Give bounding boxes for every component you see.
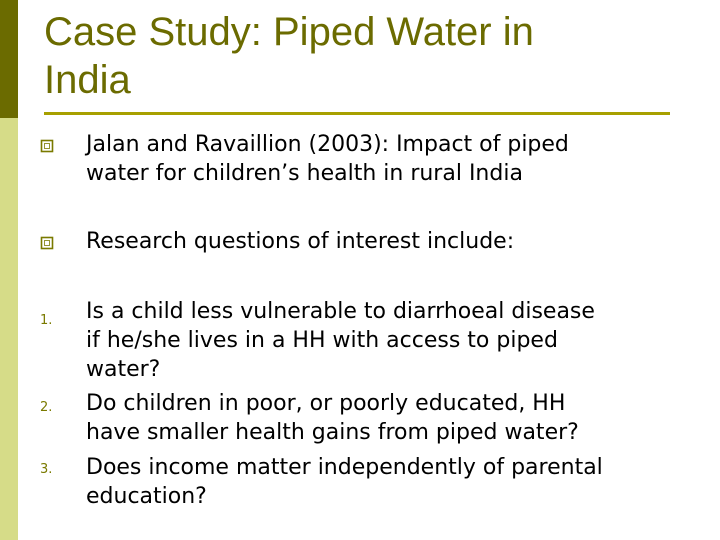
- numbered-item-1-line-1: Is a child less vulnerable to diarrhoeal disease: [86, 299, 595, 324]
- slide-title-line-2: India: [44, 58, 131, 102]
- slide-title-line-1: Case Study: Piped Water in: [44, 10, 534, 54]
- hollow-square-bullet-icon: [40, 139, 54, 153]
- numbered-item-1-line-3: water?: [86, 357, 161, 382]
- numbered-item-3-line-2: education?: [86, 484, 207, 509]
- numbered-marker-2: 2.: [40, 400, 53, 415]
- numbered-item-1-line-2: if he/she lives in a HH with access to piped: [86, 328, 558, 353]
- bullet-item-2: [86, 227, 676, 256]
- bullet-item-1: [86, 130, 676, 188]
- side-accent-bar-top: [0, 0, 18, 118]
- numbered-item-2: [86, 389, 676, 447]
- numbered-item-2-line-1: Do children in poor, or poorly educated, HH: [86, 391, 566, 416]
- numbered-item-2-line-2: have smaller health gains from piped water?: [86, 420, 579, 445]
- numbered-item-3: [86, 453, 676, 511]
- bullet-item-1-line-1: Jalan and Ravaillion (2003): Impact of piped: [86, 132, 569, 157]
- bullet-item-1-line-2: water for children’s health in rural India: [86, 161, 523, 186]
- hollow-square-bullet-icon: [40, 236, 54, 250]
- numbered-item-1: [86, 297, 676, 384]
- numbered-marker-1: 1.: [40, 313, 53, 328]
- numbered-marker-3: 3.: [40, 462, 53, 477]
- slide-title: [44, 8, 684, 104]
- bullet-item-2-line-1: Research questions of interest include:: [86, 229, 515, 254]
- title-underline: [44, 112, 670, 115]
- numbered-item-3-line-1: Does income matter independently of parental: [86, 455, 603, 480]
- side-accent-bar-bottom: [0, 118, 18, 540]
